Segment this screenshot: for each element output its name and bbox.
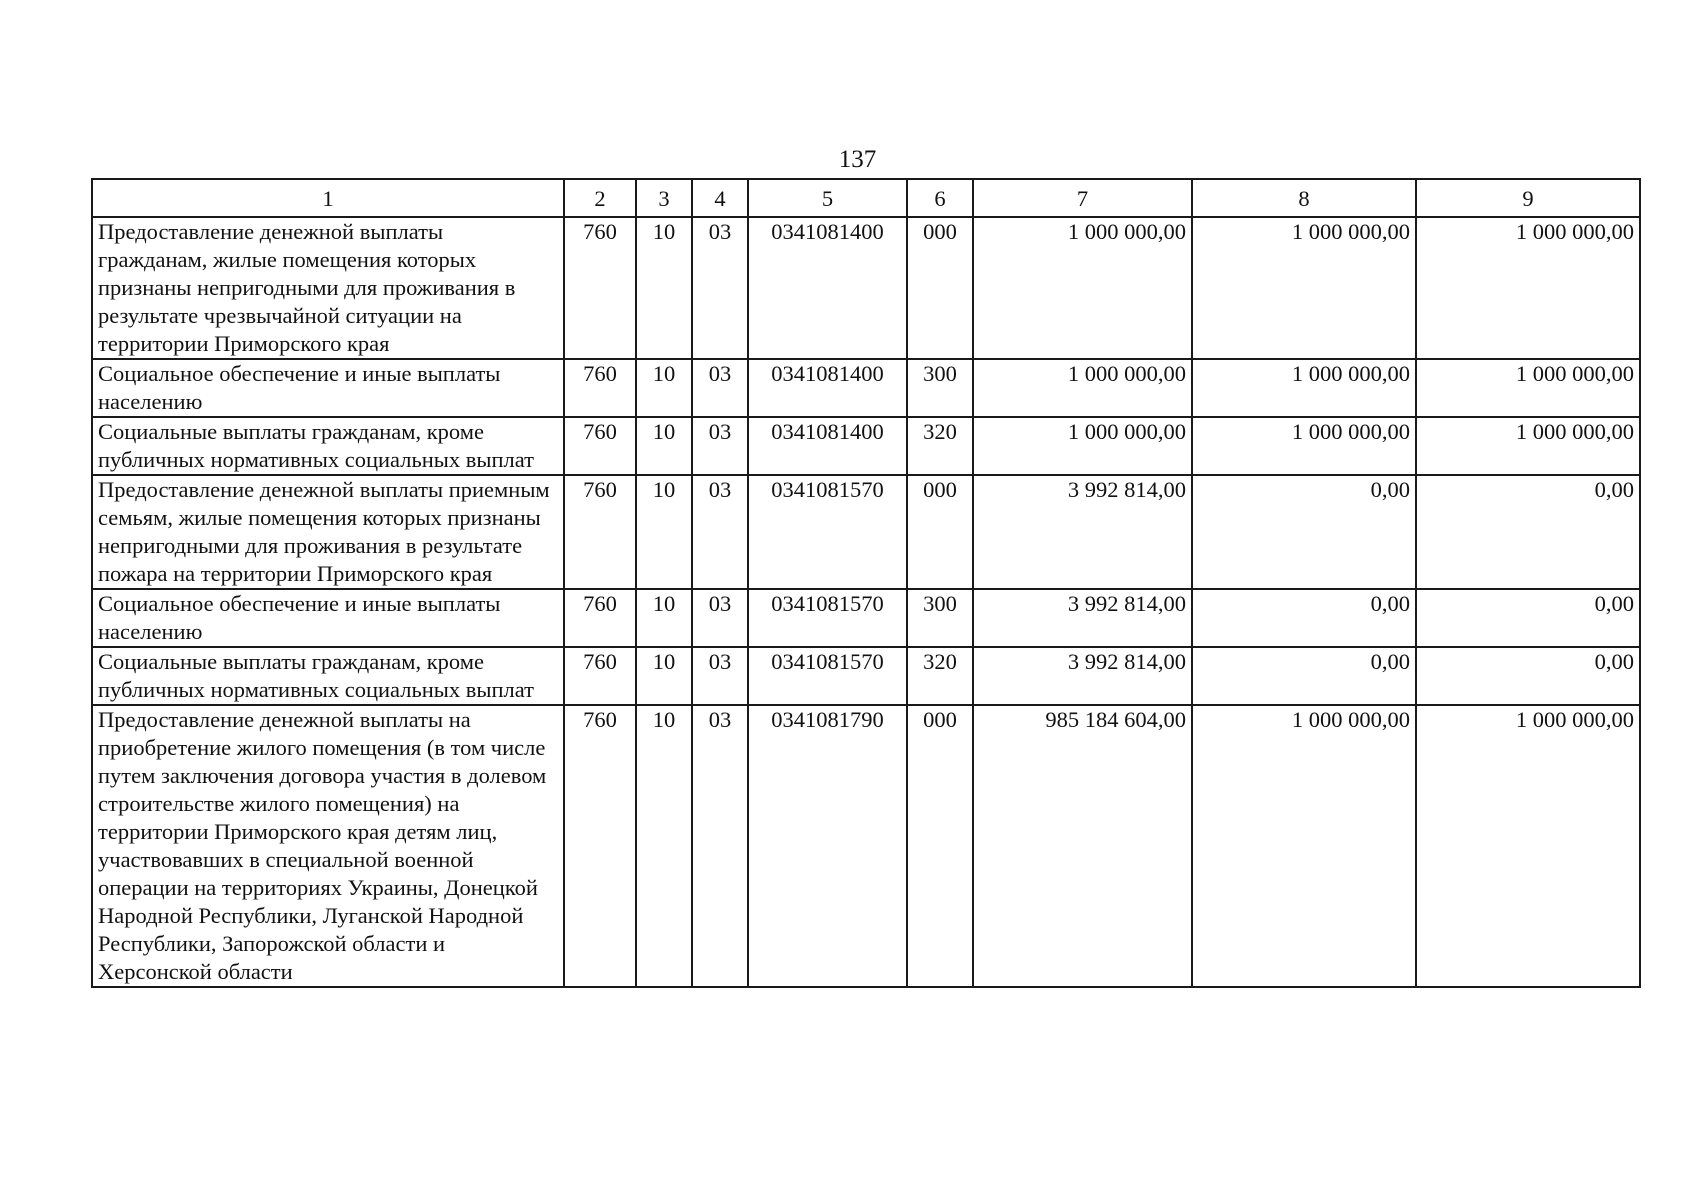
row-code-4: 03 <box>692 359 748 417</box>
row-amount-9: 0,00 <box>1416 647 1640 705</box>
row-code-6: 000 <box>907 475 973 589</box>
row-name: Социальное обеспечение и иные выплаты населению <box>92 359 564 417</box>
budget-table <box>91 178 1641 988</box>
row-amount-7: 1 000 000,00 <box>973 417 1192 475</box>
row-code-2: 760 <box>564 217 636 359</box>
row-code-3: 10 <box>636 417 692 475</box>
row-amount-8: 0,00 <box>1192 475 1416 589</box>
row-code-3: 10 <box>636 217 692 359</box>
row-code-6: 300 <box>907 359 973 417</box>
row-name: Предоставление денежной выплаты на приобретение жилого помещения (в том числе путем заключения договора участия в долевом строительстве жилого помещения) на территории Приморского края детям лиц, участвовавших в специальной военной операции на территориях Украины, Донецкой Народной Республики, Луганской Народной Республики, Запорожской области и Херсонской области <box>92 705 564 987</box>
row-code-2: 760 <box>564 589 636 647</box>
row-code-4: 03 <box>692 589 748 647</box>
row-code-6: 320 <box>907 417 973 475</box>
row-code-6: 000 <box>907 217 973 359</box>
row-amount-7: 3 992 814,00 <box>973 475 1192 589</box>
table-row <box>92 647 1640 705</box>
row-amount-9: 1 000 000,00 <box>1416 417 1640 475</box>
row-amount-7: 1 000 000,00 <box>973 217 1192 359</box>
table-row <box>92 359 1640 417</box>
row-amount-9: 1 000 000,00 <box>1416 705 1640 987</box>
row-code-5: 0341081400 <box>748 417 907 475</box>
row-code-6: 300 <box>907 589 973 647</box>
row-amount-9: 1 000 000,00 <box>1416 359 1640 417</box>
row-code-4: 03 <box>692 647 748 705</box>
column-header-9: 9 <box>1416 179 1640 217</box>
row-code-3: 10 <box>636 475 692 589</box>
column-header-3: 3 <box>636 179 692 217</box>
row-code-2: 760 <box>564 475 636 589</box>
row-amount-7: 1 000 000,00 <box>973 359 1192 417</box>
row-code-4: 03 <box>692 705 748 987</box>
row-code-2: 760 <box>564 705 636 987</box>
row-name: Социальные выплаты гражданам, кроме публичных нормативных социальных выплат <box>92 647 564 705</box>
row-amount-7: 3 992 814,00 <box>973 647 1192 705</box>
row-code-3: 10 <box>636 647 692 705</box>
table-row <box>92 217 1640 359</box>
header-row <box>92 179 1640 217</box>
row-code-4: 03 <box>692 417 748 475</box>
row-amount-8: 0,00 <box>1192 589 1416 647</box>
row-name: Предоставление денежной выплаты гражданам, жилые помещения которых признаны непригодными для проживания в результате чрезвычайной ситуации на территории Приморского края <box>92 217 564 359</box>
row-code-6: 000 <box>907 705 973 987</box>
row-name: Социальные выплаты гражданам, кроме публичных нормативных социальных выплат <box>92 417 564 475</box>
row-code-2: 760 <box>564 647 636 705</box>
row-code-5: 0341081570 <box>748 589 907 647</box>
column-header-2: 2 <box>564 179 636 217</box>
row-code-5: 0341081570 <box>748 475 907 589</box>
column-header-7: 7 <box>973 179 1192 217</box>
row-code-5: 0341081400 <box>748 217 907 359</box>
table-row <box>92 475 1640 589</box>
row-code-3: 10 <box>636 359 692 417</box>
row-name: Социальное обеспечение и иные выплаты населению <box>92 589 564 647</box>
page-number: 137 <box>838 146 877 173</box>
row-code-3: 10 <box>636 589 692 647</box>
table-row <box>92 705 1640 987</box>
row-amount-8: 1 000 000,00 <box>1192 217 1416 359</box>
row-amount-8: 1 000 000,00 <box>1192 417 1416 475</box>
row-code-5: 0341081400 <box>748 359 907 417</box>
column-header-6: 6 <box>907 179 973 217</box>
row-code-3: 10 <box>636 705 692 987</box>
column-header-1: 1 <box>92 179 564 217</box>
row-code-5: 0341081570 <box>748 647 907 705</box>
row-amount-8: 1 000 000,00 <box>1192 359 1416 417</box>
row-code-4: 03 <box>692 217 748 359</box>
row-name: Предоставление денежной выплаты приемным семьям, жилые помещения которых признаны непригодными для проживания в результате пожара на территории Приморского края <box>92 475 564 589</box>
row-code-4: 03 <box>692 475 748 589</box>
row-code-5: 0341081790 <box>748 705 907 987</box>
column-header-5: 5 <box>748 179 907 217</box>
row-amount-7: 985 184 604,00 <box>973 705 1192 987</box>
row-amount-7: 3 992 814,00 <box>973 589 1192 647</box>
table-row <box>92 417 1640 475</box>
row-amount-9: 0,00 <box>1416 589 1640 647</box>
table-row <box>92 589 1640 647</box>
column-header-8: 8 <box>1192 179 1416 217</box>
row-amount-8: 0,00 <box>1192 647 1416 705</box>
row-amount-8: 1 000 000,00 <box>1192 705 1416 987</box>
row-amount-9: 0,00 <box>1416 475 1640 589</box>
column-header-4: 4 <box>692 179 748 217</box>
row-amount-9: 1 000 000,00 <box>1416 217 1640 359</box>
row-code-2: 760 <box>564 417 636 475</box>
row-code-6: 320 <box>907 647 973 705</box>
row-code-2: 760 <box>564 359 636 417</box>
